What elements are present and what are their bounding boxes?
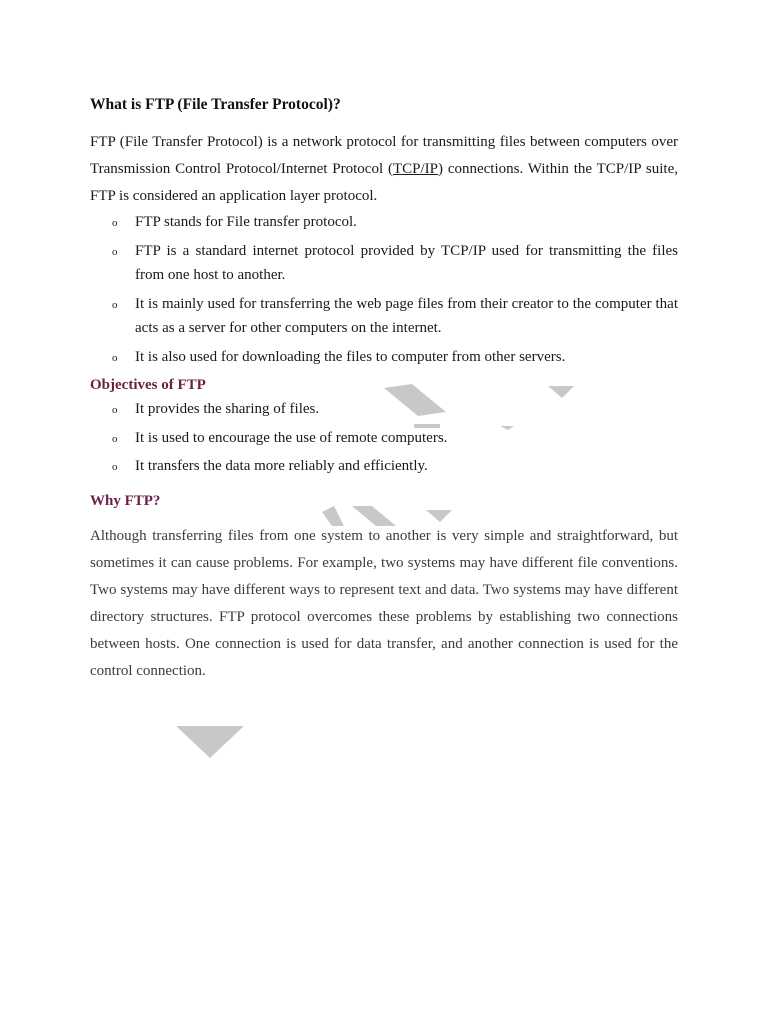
why-ftp-heading: Why FTP?	[90, 492, 161, 509]
bullet-icon: o	[112, 432, 118, 445]
intro-text-start: FTP (File Transfer Protocol) is a network protocol for transmitting files between computers over Transmission Control Protocol/Internet Protocol (	[90, 134, 678, 177]
bullet-icon: o	[112, 404, 118, 416]
objectives-heading: Objectives of FTP	[90, 377, 206, 393]
list-item-text: It provides the sharing of files.	[135, 401, 320, 417]
list-item	[90, 210, 678, 235]
article	[90, 94, 678, 685]
page-title: What is FTP (File Transfer Protocol)?	[90, 96, 341, 113]
list-item	[90, 397, 678, 422]
intro-text-end: ) connections. Within the TCP/IP suite, FTP is considered an application layer protocol.	[90, 161, 678, 204]
tcp-ip-link[interactable]: TCP/IP	[392, 161, 438, 177]
bullet-icon: o	[112, 245, 118, 258]
list-item-text: FTP is a standard internet protocol provided by TCP/IP used for transmitting the files from one host to another.	[135, 242, 678, 283]
list-item-text: It is used to encourage the use of remote computers.	[135, 429, 448, 446]
list-item	[90, 454, 678, 479]
intro-paragraph	[90, 129, 678, 210]
list-item	[90, 239, 678, 288]
list-item	[90, 426, 678, 451]
list-item-text: FTP stands for File transfer protocol.	[135, 214, 357, 230]
watermark-shape-8	[176, 726, 244, 758]
objectives-list	[90, 397, 678, 479]
list-item-text: It transfers the data more reliably and efficiently.	[135, 458, 428, 474]
list-item-text: It is mainly used for transferring the web page files from their creator to the computer that acts as a server for other computers on the internet.	[135, 295, 678, 336]
bullet-icon: o	[112, 217, 118, 229]
bullet-icon: o	[112, 461, 118, 473]
why-ftp-paragraph: Although transferring files from one system to another is very simple and straightforward, but sometimes it can cause problems. For example, two systems may have different file conventions. Two systems may have different ways to represent text and data. Two systems may have different directory structures. FTP protocol overcomes these problems by establishing two connections between hosts. One connection is used for data transfer, and another connection is used for the control connection.	[90, 527, 678, 679]
list-item	[90, 292, 678, 341]
list-item	[90, 345, 678, 370]
bullet-icon: o	[112, 351, 118, 364]
ftp-facts-list	[90, 210, 678, 369]
bullet-icon: o	[112, 298, 118, 311]
list-item-text: It is also used for downloading the files to computer from other servers.	[135, 348, 566, 365]
